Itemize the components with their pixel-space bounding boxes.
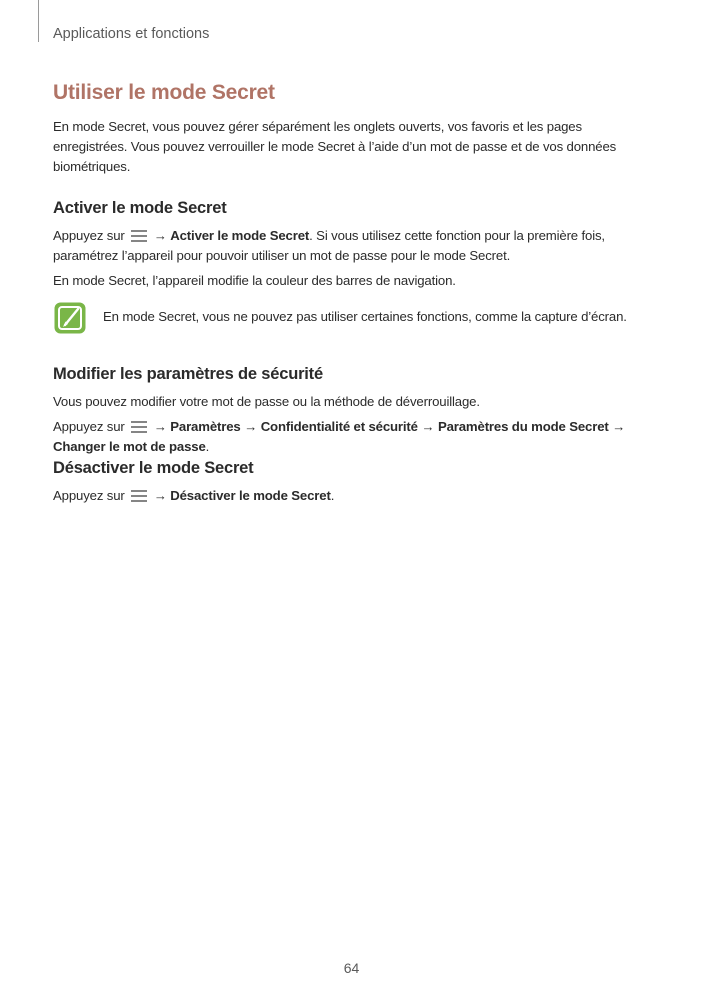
arrow: → xyxy=(153,419,167,434)
intro-paragraph: En mode Secret, vous pouvez gérer séparément les onglets ouverts, vos favoris et les pages enregistrées. Vous pouvez verrouiller le mode Secret à l’aide d’un mot de passe et de vos données biométriques. xyxy=(53,119,617,174)
security-step xyxy=(53,417,653,457)
step-prefix: Appuyez sur xyxy=(53,488,125,503)
activate-step xyxy=(53,226,653,266)
running-head: Applications et fonctions xyxy=(53,26,210,42)
step-end: . xyxy=(205,439,210,454)
note-pencil-icon xyxy=(53,301,87,335)
menu-icon xyxy=(130,229,148,243)
activate-extra: En mode Secret, l’appareil modifie la couleur des barres de navigation. xyxy=(53,273,456,288)
menu-option-settings: Paramètres xyxy=(170,419,241,434)
deactivate-step xyxy=(53,486,653,506)
arrow: → xyxy=(612,419,626,434)
section-heading-activate: Activer le mode Secret xyxy=(53,199,227,217)
note-box xyxy=(53,301,653,335)
arrow: → xyxy=(153,488,167,503)
menu-option-privacy: Confidentialité et sécurité xyxy=(260,419,418,434)
security-desc: Vous pouvez modifier votre mot de passe ou la méthode de déverrouillage. xyxy=(53,394,480,409)
page-content xyxy=(53,117,653,506)
arrow: → xyxy=(421,419,435,434)
margin-rule xyxy=(38,0,39,42)
section-heading-deactivate: Désactiver le mode Secret xyxy=(53,459,254,477)
step-prefix: Appuyez sur xyxy=(53,419,125,434)
step-suffix: . Si vous utilisez cette fonction pour la première fois, paramétrez l’appareil pour pouvoir utiliser un mot de passe pour le mode Secret. xyxy=(53,228,605,263)
menu-option-secret-settings: Paramètres du mode Secret xyxy=(437,419,609,434)
menu-option-deactivate: Désactiver le mode Secret xyxy=(170,488,331,503)
arrow: → xyxy=(244,419,258,434)
note-text: En mode Secret, vous ne pouvez pas utiliser certaines fonctions, comme la capture d’écran. xyxy=(103,309,627,324)
step-prefix: Appuyez sur xyxy=(53,228,125,243)
page-title: Utiliser le mode Secret xyxy=(53,81,275,104)
section-heading-security: Modifier les paramètres de sécurité xyxy=(53,365,323,383)
menu-icon xyxy=(130,489,148,503)
page-number: 64 xyxy=(343,960,360,976)
step-end: . xyxy=(330,488,335,503)
menu-icon xyxy=(130,420,148,434)
menu-option-activate: Activer le mode Secret xyxy=(170,228,310,243)
menu-option-change-password: Changer le mot de passe xyxy=(53,439,206,454)
arrow: → xyxy=(153,228,167,243)
